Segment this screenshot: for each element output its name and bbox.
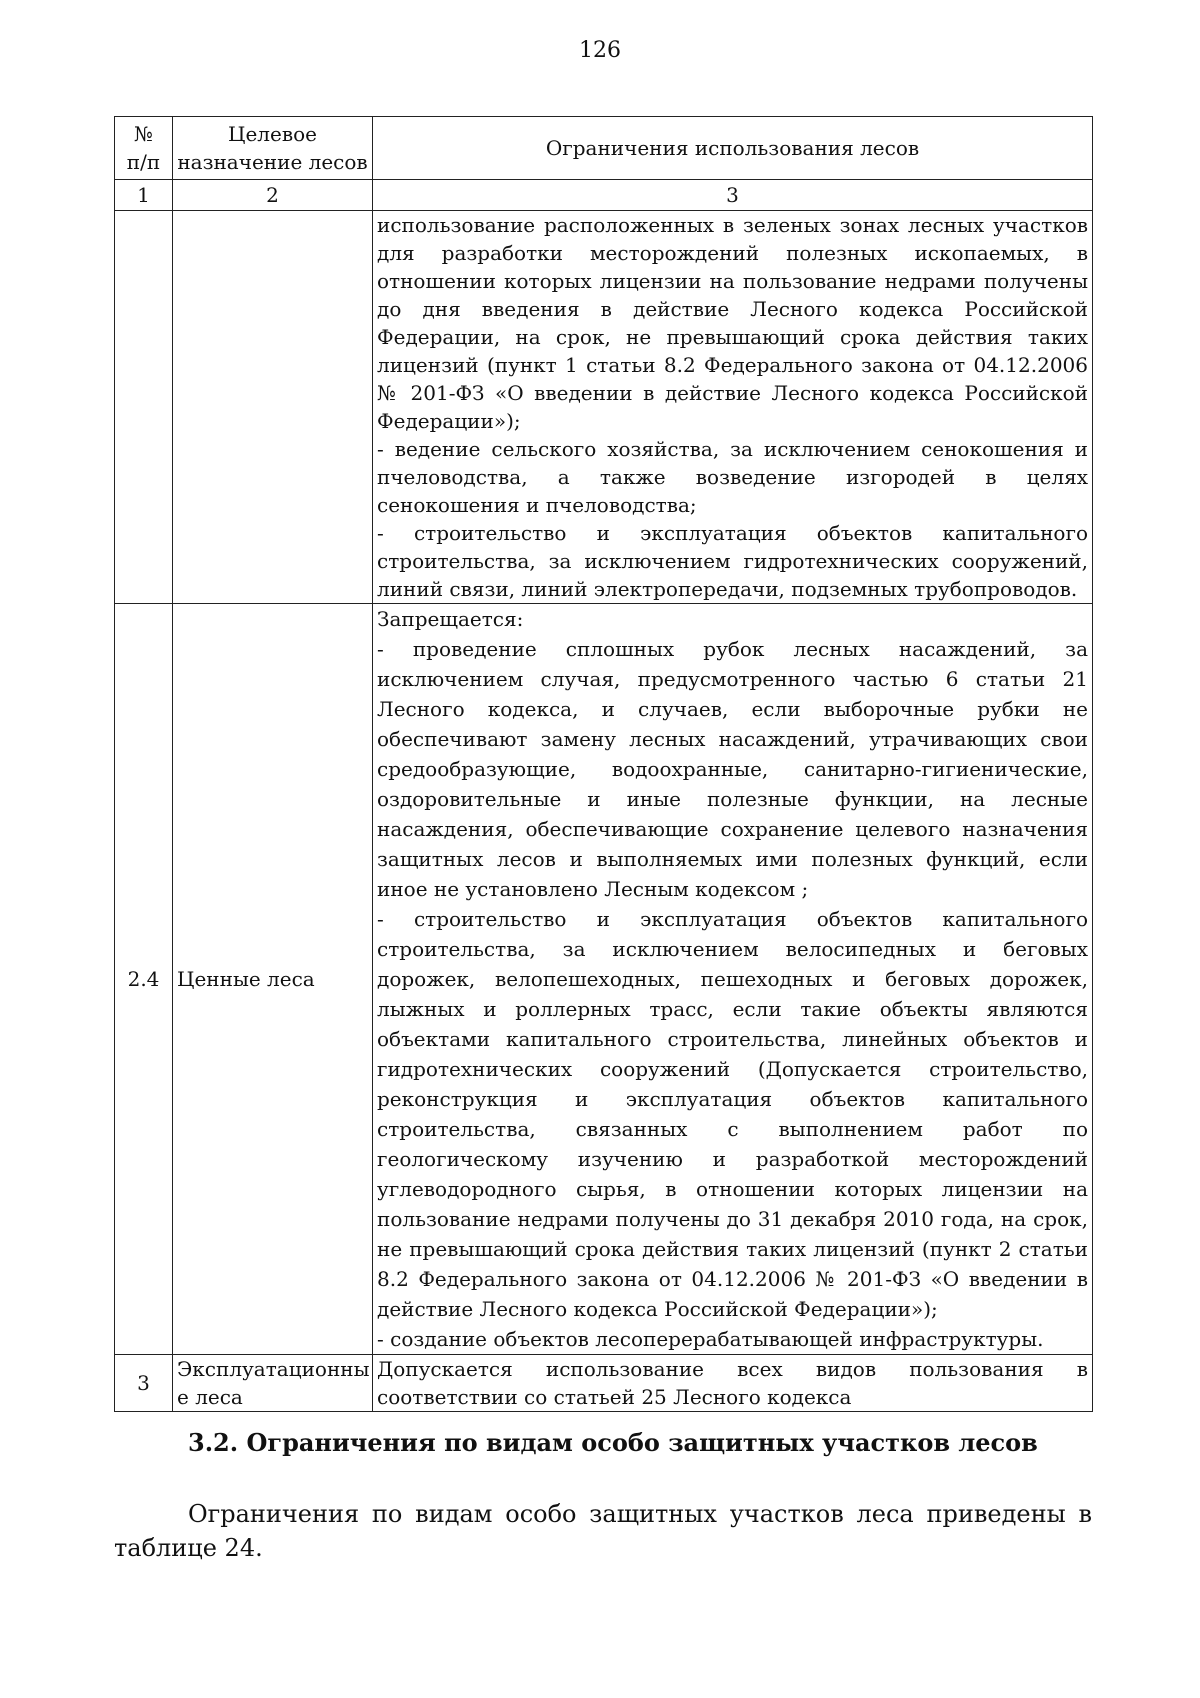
section-heading: 3.2. Ограничения по видам особо защитных участков лесов — [188, 1428, 1038, 1457]
restriction-paragraph: - строительство и эксплуатация объектов капитального строительства, за исключением велосипедных и беговых дорожек, велопешеходных, пешеходных и беговых дорожек, лыжных и роллерных трасс, если такие объекты являются объектами капитального строительства, линейных объектов и гидротехнических сооружений (Допускается строительство, реконструкция и эксплуатация объектов капитального строительства, связанных с выполнением работ по геологическому изучению и разработкой месторождений углеводородного сырья, в отношении которых лицензии на пользование недрами получены до 31 декабря 2010 года, на срок, не превышающий срока действия таких лицензий (пункт 2 статьи 8.2 Федерального закона от 04.12.2006 № 201-ФЗ «О введении в действие Лесного кодекса Российской Федерации»); — [377, 907, 1088, 1321]
table-header-row — [115, 117, 1093, 180]
column-number-row — [115, 180, 1093, 211]
restriction-paragraph: - создание объектов лесоперерабатывающей инфраструктуры. — [377, 1327, 1044, 1351]
continued-purpose-cell — [173, 211, 373, 604]
row-restrictions — [373, 1355, 1093, 1412]
page-number: 126 — [579, 38, 621, 63]
restriction-paragraph: Допускается использование всех видов пользования в соответствии со статьей 25 Лесного кодекса — [377, 1357, 1088, 1409]
restriction-paragraph: - строительство и эксплуатация объектов капитального строительства, за исключением гидротехнических сооружений, линий связи, линий электропередачи, подземных трубопроводов. — [377, 521, 1088, 601]
section-paragraph: Ограничения по видам особо защитных участков леса приведены в таблице 24. — [114, 1500, 1092, 1562]
column-number-2: 2 — [173, 180, 373, 211]
table-row-continued — [115, 211, 1093, 604]
row-number: 3 — [115, 1355, 173, 1412]
row-restrictions — [373, 604, 1093, 1355]
continued-number-cell — [115, 211, 173, 604]
forest-restrictions-table — [114, 116, 1093, 1412]
column-number-3: 3 — [373, 180, 1093, 211]
row-purpose: Ценные леса — [173, 604, 373, 1355]
restriction-paragraph: - ведение сельского хозяйства, за исключением сенокошения и пчеловодства, а также возведение изгородей в целях сенокошения и пчеловодства; — [377, 437, 1088, 517]
header-restrictions: Ограничения использования лесов — [373, 117, 1093, 180]
row-purpose: Эксплуатационны е леса — [173, 1355, 373, 1412]
restriction-paragraph: Запрещается: — [377, 607, 524, 631]
column-number-1: 1 — [115, 180, 173, 211]
restriction-paragraph: использование расположенных в зеленых зонах лесных участков для разработки месторождений полезных ископаемых, в отношении которых лицензии на пользование недрами получены до дня введения в действие Лесного кодекса Российской Федерации, на срок, не превышающий срока действия таких лицензий (пункт 1 статьи 8.2 Федерального закона от 04.12.2006 № 201-ФЗ «О введении в действие Лесного кодекса Российской Федерации»); — [377, 213, 1088, 433]
restriction-paragraph: - проведение сплошных рубок лесных насаждений, за исключением случая, предусмотренного частью 6 статьи 21 Лесного кодекса, и случаев, если выборочные рубки не обеспечивают замену лесных насаждений, утрачивающих свои средообразующие, водоохранные, санитарно-гигиенические, оздоровительные и иные полезные функции, на лесные насаждения, обеспечивающие сохранение целевого назначения защитных лесов и выполняемых ими полезных функций, если иное не установлено Лесным кодексом ; — [377, 637, 1088, 901]
table-row-operational-forests — [115, 1355, 1093, 1412]
row-number: 2.4 — [115, 604, 173, 1355]
continued-restrictions-cell — [373, 211, 1093, 604]
header-number: № п/п — [115, 117, 173, 180]
table-row-valuable-forests — [115, 604, 1093, 1355]
header-purpose: Целевое назначение лесов — [173, 117, 373, 180]
